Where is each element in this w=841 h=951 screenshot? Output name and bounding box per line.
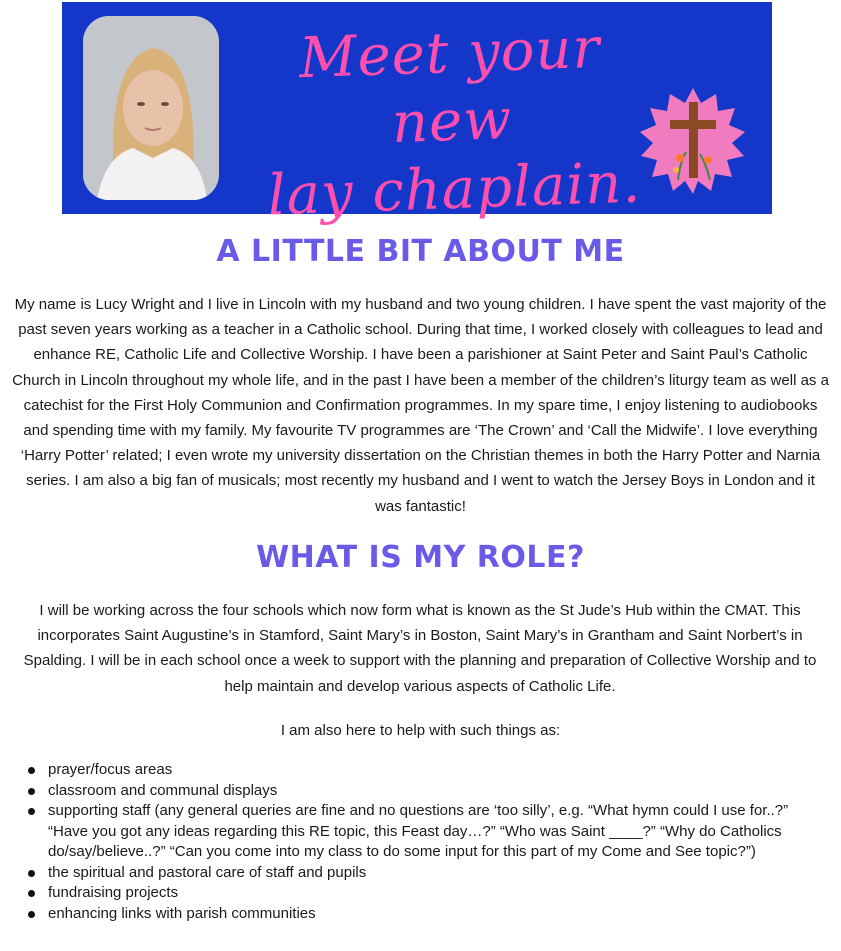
list-item: classroom and communal displays xyxy=(22,781,812,802)
banner-title-line2: lay chaplain. xyxy=(266,150,643,229)
banner-title xyxy=(229,12,676,231)
cross-icon xyxy=(640,88,746,194)
list-item: fundraising projects xyxy=(22,883,812,904)
about-paragraph: My name is Lucy Wright and I live in Lincoln with my husband and two young children. I have spent the vast majority of the past seven years working as a teacher in a Catholic school. During that time, I worked closely with colleagues to lead and enhance RE, Catholic Life and Collective Worship. I have been a parishioner at Saint Peter and Saint Paul’s Catholic Church in Lincoln throughout my whole life, and in the past I have been a member of the children’s liturgy team as well as a catechist for the First Holy Communion and Confirmation programmes. In my spare time, I enjoy listening to audiobooks and spending time with my family. My favourite TV programmes are ‘The Crown’ and ‘Call the Midwife’. I love everything ‘Harry Potter’ related; I even wrote my university dissertation on the Christian themes in both the Harry Potter and Narnia series. I am also a big fan of musicals; most recently my husband and I went to watch the Jersey Boys in London and it was fantastic! xyxy=(12,296,829,515)
list-item: supporting staff (any general queries are fine and no questions are ‘too silly’, e.g. “What hymn could I use for..?” “Have you got any ideas regarding this RE topic, this Feast day…?” “Who was Saint ____?” “Why do Catholics do/say/believe..?” “Can you come into my class to do some input for this part of my Come and See topic?”) xyxy=(22,801,812,863)
header-banner xyxy=(62,2,772,229)
portrait-photo xyxy=(83,16,219,200)
role-intro: I am also here to help with such things as: xyxy=(280,722,561,739)
list-item: enhancing links with parish communities xyxy=(22,904,812,925)
list-item: prayer/focus areas xyxy=(22,760,812,781)
role-paragraph: I will be working across the four schools which now form what is known as the St Jude’s Hub within the CMAT. This incorporates Saint Augustine’s in Stamford, Saint Mary’s in Boston, Saint Mary’s in Grantham and Saint Norbert’s in Spalding. I will be in each school once a week to support with the planning and preparation of Collective Worship and to help maintain and develop various aspects of Catholic Life. xyxy=(23,602,817,695)
portrait-illustration xyxy=(83,16,219,200)
list-item: the spiritual and pastoral care of staff and pupils xyxy=(22,863,812,884)
banner-title-line1: Meet your new xyxy=(298,15,602,157)
help-list xyxy=(22,760,812,924)
role-heading: WHAT IS MY ROLE? xyxy=(256,540,585,575)
about-heading: A LITTLE BIT ABOUT ME xyxy=(216,234,625,269)
